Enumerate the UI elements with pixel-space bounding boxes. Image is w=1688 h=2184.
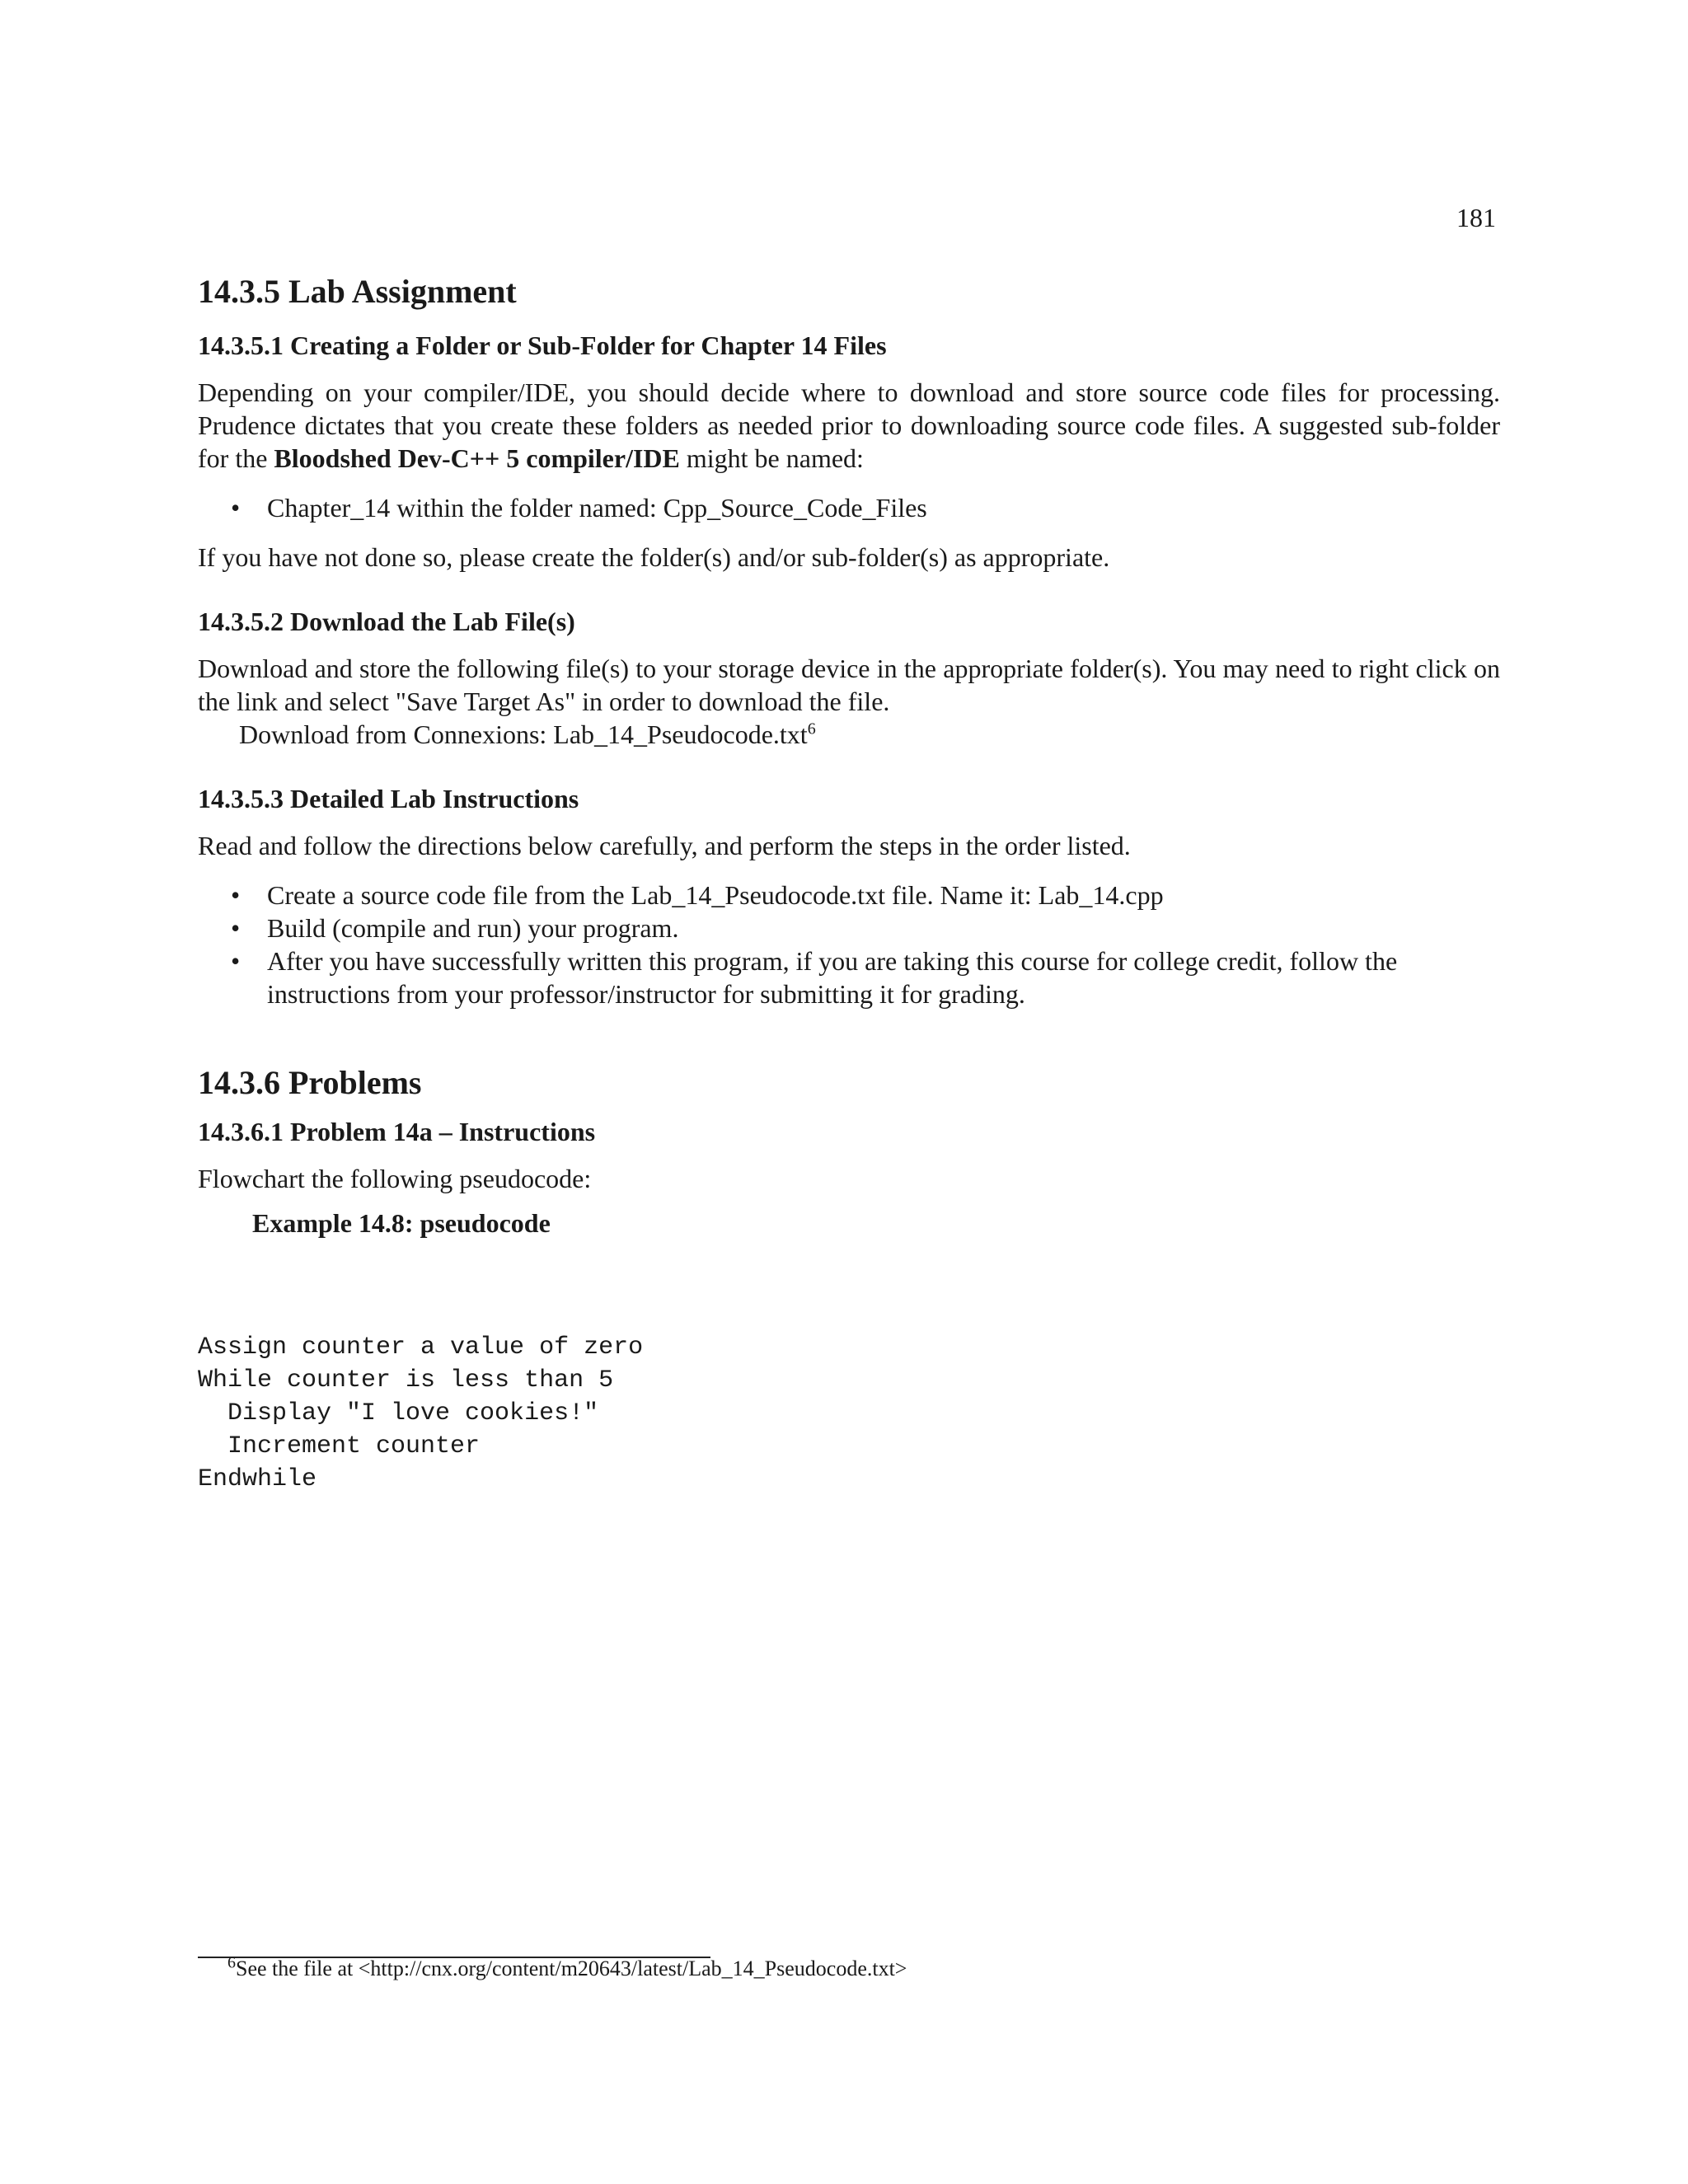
example-title: Example 14.8: pseudocode [252, 1208, 551, 1238]
list-item: • Build (compile and run) your program. [231, 913, 679, 943]
compiler-name: Bloodshed Dev-C++ 5 compiler/IDE [274, 443, 680, 473]
download-subheading: 14.3.5.2 Download the Lab File(s) [198, 607, 575, 636]
list-item: • Create a source code file from the Lab_14_Pseudocode.txt file. Name it: Lab_14.cpp [231, 880, 1164, 910]
instructions-subheading: 14.3.5.3 Detailed Lab Instructions [198, 784, 579, 813]
steps-list [198, 879, 1500, 1010]
page-content [198, 272, 1500, 1496]
footnote [227, 1955, 907, 1983]
footnote-reference[interactable]: 6 [807, 719, 816, 738]
folder-paragraph: Depending on your compiler/IDE, you should decide where to download and store source code files for processing. Prudence dictates that you create these folders as needed prior to downloading source code files. A suggested sub-folder for the Bloodshed Dev-C++ 5 compiler/IDE might be named: [198, 377, 1500, 473]
footnote-mark: 6 [227, 1953, 236, 1972]
flowchart-intro: Flowchart the following pseudocode: [198, 1164, 592, 1193]
page-number: 181 [1456, 203, 1496, 232]
problems-heading: 14.3.6 Problems [198, 1064, 422, 1101]
pseudocode-block: Assign counter a value of zero While counter is less than 5 Display "I love cookies!" Increment counter Endwhile [198, 1333, 644, 1493]
list-item: • After you have successfully written this program, if you are taking this course for college credit, follow the instructions from your professor/instructor for submitting it for grading. [231, 946, 1398, 1009]
folder-subheading: 14.3.5.1 Creating a Folder or Sub-Folder for Chapter 14 Files [198, 330, 887, 360]
lab-assignment-heading: 14.3.5 Lab Assignment [198, 273, 517, 310]
folder-create-paragraph: If you have not done so, please create the folder(s) and/or sub-folder(s) as appropriate. [198, 542, 1110, 572]
download-link[interactable]: Download from Connexions: Lab_14_Pseudocode.txt [239, 719, 808, 749]
download-paragraph: Download and store the following file(s) to your storage device in the appropriate folder(s). You may need to right click on the link and select "Save Target As" in order to download the file. [198, 654, 1500, 716]
footnote-text: See the file at <http://cnx.org/content/m20643/latest/Lab_14_Pseudocode.txt> [236, 1957, 907, 1980]
instructions-paragraph: Read and follow the directions below carefully, and perform the steps in the order listed. [198, 831, 1131, 860]
folder-list [198, 491, 1500, 524]
list-item: • Chapter_14 within the folder named: Cpp_Source_Code_Files [231, 493, 927, 523]
download-link-line [198, 718, 1500, 751]
problem-14a-subheading: 14.3.6.1 Problem 14a – Instructions [198, 1117, 596, 1146]
